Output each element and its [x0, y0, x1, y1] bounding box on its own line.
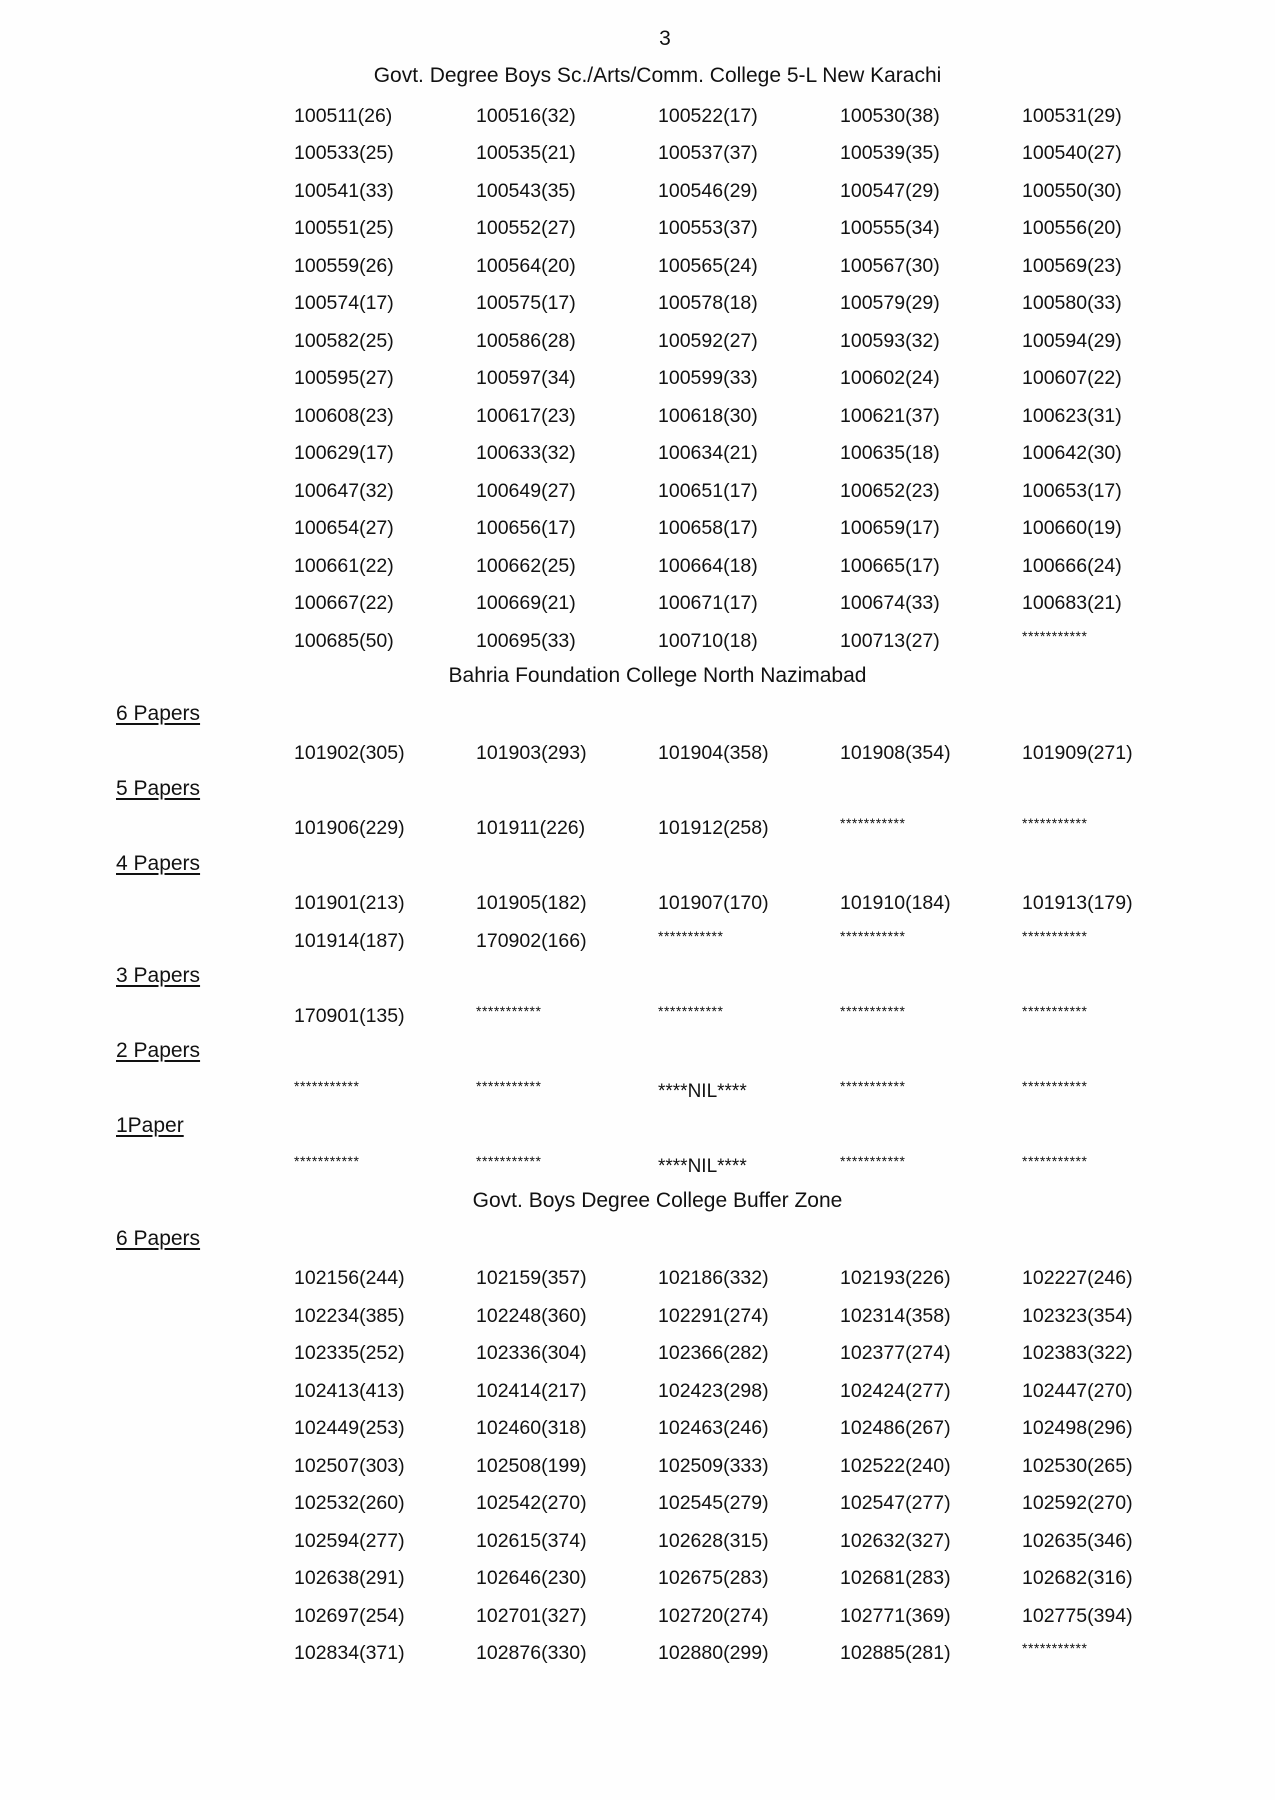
roll-number-cell: 102720(274): [658, 1604, 769, 1627]
roll-number-cell: 100553(37): [658, 217, 758, 239]
roll-number-cell: 101910(184): [840, 892, 951, 914]
empty-cell: ***********: [1022, 1152, 1088, 1169]
roll-number-cell: 100592(27): [658, 329, 758, 352]
roll-number-cell: 100516(32): [476, 104, 576, 127]
roll-number-cell: 100607(22): [1022, 367, 1122, 389]
roll-number-cell: 102635(346): [1022, 1529, 1133, 1552]
roll-number-cell: 102413(413): [294, 1379, 405, 1402]
roll-number-cell: 102366(282): [658, 1342, 769, 1364]
roll-number-cell: 102314(358): [840, 1304, 951, 1327]
roll-number-cell: 100654(27): [294, 517, 394, 539]
roll-number-cell: 102193(226): [840, 1267, 951, 1289]
roll-number-cell: 100659(17): [840, 517, 940, 539]
roll-number-cell: 102771(369): [840, 1604, 951, 1627]
roll-number-cell: 100608(23): [294, 404, 394, 427]
roll-number-cell: 100710(18): [658, 629, 758, 652]
roll-number-cell: 101909(271): [1022, 742, 1133, 764]
page-number: 3: [659, 27, 671, 50]
roll-number-cell: 100556(20): [1022, 217, 1122, 239]
roll-number-cell: 102876(330): [476, 1642, 587, 1664]
roll-number-cell: 100671(17): [658, 592, 758, 614]
roll-number-cell: 100635(18): [840, 442, 940, 464]
papers-heading: 6 Papers: [116, 1226, 201, 1250]
roll-number-cell: 100559(26): [294, 254, 394, 277]
roll-number-cell: 102775(394): [1022, 1604, 1133, 1627]
roll-number-cell: 100595(27): [294, 367, 394, 389]
roll-number-cell: 101902(305): [294, 742, 405, 764]
roll-number-cell: 100713(27): [840, 629, 940, 652]
roll-number-cell: 100660(19): [1022, 517, 1122, 539]
roll-number-cell: 102323(354): [1022, 1304, 1133, 1327]
roll-number-cell: 100593(32): [840, 329, 940, 352]
roll-number-cell: 102834(371): [294, 1642, 405, 1664]
empty-cell: ***********: [840, 1002, 906, 1019]
roll-number-cell: 101908(354): [840, 742, 951, 764]
empty-cell: ***********: [840, 1077, 906, 1094]
roll-number-cell: 102542(270): [476, 1492, 587, 1514]
roll-number-cell: 102681(283): [840, 1567, 951, 1589]
roll-number-cell: 102508(199): [476, 1454, 587, 1477]
roll-number-cell: 102423(298): [658, 1379, 769, 1402]
empty-cell: ***********: [1022, 1002, 1088, 1019]
college-title: Bahria Foundation College North Nazimabad: [448, 664, 867, 687]
college-title: Govt. Boys Degree College Buffer Zone: [472, 1189, 843, 1212]
roll-number-cell: 100546(29): [658, 179, 758, 202]
roll-number-cell: 101907(170): [658, 892, 769, 914]
roll-number-cell: 102697(254): [294, 1604, 405, 1627]
roll-number-cell: 100597(34): [476, 367, 576, 389]
roll-number-cell: 102522(240): [840, 1454, 951, 1477]
roll-number-cell: 102701(327): [476, 1604, 587, 1627]
roll-number-cell: 101903(293): [476, 742, 587, 764]
roll-number-cell: 102507(303): [294, 1454, 405, 1477]
papers-heading: 6 Papers: [116, 701, 201, 725]
roll-number-cell: 102592(270): [1022, 1492, 1133, 1514]
roll-number-cell: 100547(29): [840, 179, 940, 202]
roll-number-cell: 101913(179): [1022, 892, 1133, 914]
roll-number-cell: 102675(283): [658, 1567, 769, 1589]
roll-number-cell: 102498(296): [1022, 1417, 1133, 1439]
roll-number-cell: 102532(260): [294, 1492, 405, 1514]
roll-number-cell: 100656(17): [476, 517, 576, 539]
roll-number-cell: 102248(360): [476, 1304, 587, 1327]
roll-number-cell: 100664(18): [658, 554, 758, 577]
empty-cell: ***********: [840, 1152, 906, 1169]
roll-number-cell: ****NIL****: [658, 1080, 747, 1102]
roll-number-cell: 102186(332): [658, 1267, 769, 1289]
roll-number-cell: 100683(21): [1022, 592, 1122, 614]
roll-number-cell: 102646(230): [476, 1567, 587, 1589]
roll-number-cell: 102615(374): [476, 1529, 587, 1552]
empty-cell: ***********: [1022, 1077, 1088, 1094]
roll-number-cell: 102632(327): [840, 1529, 951, 1552]
roll-number-cell: 100579(29): [840, 292, 940, 314]
roll-number-cell: 100522(17): [658, 104, 758, 127]
roll-number-cell: 102234(385): [294, 1304, 405, 1327]
roll-number-cell: 100623(31): [1022, 404, 1122, 427]
roll-number-cell: 100667(22): [294, 592, 394, 614]
roll-number-cell: 102682(316): [1022, 1567, 1133, 1589]
roll-number-cell: 102885(281): [840, 1642, 951, 1664]
roll-number-cell: 100653(17): [1022, 479, 1122, 502]
roll-number-cell: 102159(357): [476, 1267, 587, 1289]
roll-number-cell: ****NIL****: [658, 1155, 747, 1177]
roll-number-cell: 100634(21): [658, 442, 758, 464]
roll-number-cell: 102336(304): [476, 1342, 587, 1364]
roll-number-cell: 100539(35): [840, 142, 940, 164]
empty-cell: ***********: [658, 1002, 724, 1019]
roll-number-cell: 100551(25): [294, 217, 394, 239]
roll-number-cell: 102227(246): [1022, 1267, 1133, 1289]
roll-number-cell: 100695(33): [476, 629, 576, 652]
roll-number-cell: 170902(166): [476, 929, 587, 952]
roll-number-cell: 102414(217): [476, 1379, 587, 1402]
empty-cell: ***********: [1022, 627, 1088, 644]
roll-number-cell: 100666(24): [1022, 554, 1122, 577]
roll-number-cell: 100530(38): [840, 104, 940, 127]
roll-number-cell: 100661(22): [294, 554, 394, 577]
empty-cell: ***********: [476, 1002, 542, 1019]
empty-cell: ***********: [658, 927, 724, 944]
empty-cell: ***********: [1022, 815, 1088, 831]
roll-number-cell: 100580(33): [1022, 292, 1122, 314]
roll-number-cell: 102377(274): [840, 1342, 951, 1364]
roll-number-cell: 100511(26): [294, 104, 393, 127]
roll-number-cell: 102880(299): [658, 1642, 769, 1664]
papers-heading: 3 Papers: [116, 964, 201, 987]
roll-number-cell: 100537(37): [658, 142, 758, 164]
roll-number-cell: 100599(33): [658, 367, 758, 389]
roll-number-cell: 101911(226): [476, 817, 586, 839]
roll-number-cell: 100540(27): [1022, 142, 1122, 164]
roll-number-cell: 100642(30): [1022, 442, 1122, 464]
roll-number-cell: 100618(30): [658, 404, 758, 427]
roll-number-cell: 102486(267): [840, 1417, 951, 1439]
roll-number-cell: 100565(24): [658, 254, 758, 277]
empty-cell: ***********: [476, 1077, 542, 1094]
roll-number-cell: 100582(25): [294, 329, 394, 352]
roll-number-cell: 101914(187): [294, 929, 405, 952]
roll-number-cell: 100541(33): [294, 179, 394, 202]
roll-number-cell: 100665(17): [840, 554, 940, 577]
roll-number-cell: 100658(17): [658, 517, 758, 539]
papers-heading: 1Paper: [116, 1114, 184, 1137]
roll-number-cell: 102335(252): [294, 1342, 405, 1364]
roll-number-cell: 101901(213): [294, 892, 405, 914]
roll-number-cell: 102449(253): [294, 1417, 405, 1439]
roll-number-cell: 102291(274): [658, 1304, 769, 1327]
roll-number-cell: 100564(20): [476, 254, 576, 277]
roll-number-cell: 100621(37): [840, 404, 940, 427]
roll-number-cell: 102545(279): [658, 1492, 769, 1514]
empty-cell: ***********: [1022, 1640, 1088, 1656]
roll-number-cell: 100647(32): [294, 479, 394, 502]
roll-number-cell: 100574(17): [294, 292, 394, 314]
roll-number-cell: 102509(333): [658, 1454, 769, 1477]
roll-number-cell: 100662(25): [476, 554, 576, 577]
roll-number-cell: 100550(30): [1022, 179, 1122, 202]
roll-number-cell: 102424(277): [840, 1379, 951, 1402]
roll-number-cell: 101906(229): [294, 817, 405, 839]
roll-number-cell: 102530(265): [1022, 1454, 1133, 1477]
roll-number-cell: 102638(291): [294, 1567, 405, 1589]
roll-number-cell: 100652(23): [840, 479, 940, 502]
roll-number-cell: 100685(50): [294, 629, 394, 652]
roll-number-cell: 102460(318): [476, 1417, 587, 1439]
empty-cell: ***********: [840, 927, 906, 944]
roll-number-cell: 100617(23): [476, 404, 576, 427]
empty-cell: ***********: [294, 1152, 360, 1169]
papers-heading: 5 Papers: [116, 776, 201, 800]
roll-number-cell: 100567(30): [840, 254, 940, 277]
roll-number-cell: 102156(244): [294, 1267, 405, 1289]
roll-number-cell: 100555(34): [840, 217, 940, 239]
roll-number-cell: 100552(27): [476, 217, 576, 239]
roll-number-cell: 170901(135): [294, 1004, 405, 1027]
roll-number-cell: 102463(246): [658, 1417, 769, 1439]
roll-number-cell: 100543(35): [476, 179, 576, 202]
roll-number-cell: 101905(182): [476, 892, 587, 914]
college-title: Govt. Degree Boys Sc./Arts/Comm. College 5-L New Karachi: [373, 64, 942, 87]
empty-cell: ***********: [294, 1077, 360, 1094]
empty-cell: ***********: [840, 815, 906, 831]
roll-number-cell: 100569(23): [1022, 254, 1122, 277]
roll-number-cell: 102628(315): [658, 1529, 769, 1552]
roll-number-cell: 100674(33): [840, 592, 940, 614]
empty-cell: ***********: [1022, 927, 1088, 944]
roll-number-cell: 100535(21): [476, 142, 576, 164]
roll-number-cell: 100669(21): [476, 592, 576, 614]
roll-number-cell: 100651(17): [658, 479, 758, 502]
roll-number-cell: 100531(29): [1022, 104, 1122, 127]
roll-number-cell: 101904(358): [658, 742, 769, 764]
roll-number-cell: 101912(258): [658, 817, 769, 839]
roll-number-cell: 100575(17): [476, 292, 576, 314]
roll-number-cell: 102594(277): [294, 1529, 405, 1552]
roll-number-cell: 102447(270): [1022, 1379, 1133, 1402]
papers-heading: 2 Papers: [116, 1039, 201, 1062]
roll-number-cell: 100578(18): [658, 292, 758, 314]
roll-number-cell: 100633(32): [476, 442, 576, 464]
roll-number-cell: 100594(29): [1022, 329, 1122, 352]
roll-number-cell: 100649(27): [476, 479, 576, 502]
papers-heading: 4 Papers: [116, 851, 201, 875]
roll-number-cell: 100629(17): [294, 442, 394, 464]
roll-number-cell: 102383(322): [1022, 1342, 1133, 1364]
roll-number-cell: 102547(277): [840, 1492, 951, 1514]
empty-cell: ***********: [476, 1152, 542, 1169]
roll-number-cell: 100533(25): [294, 142, 394, 164]
roll-number-cell: 100586(28): [476, 329, 576, 352]
roll-number-cell: 100602(24): [840, 367, 940, 389]
